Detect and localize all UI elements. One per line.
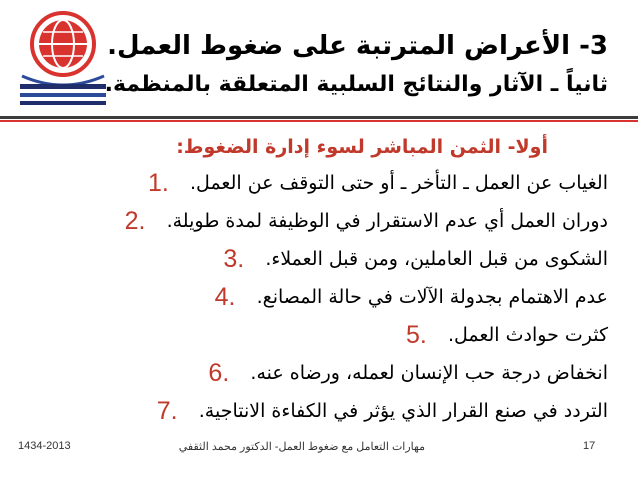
list-item <box>6 316 616 354</box>
section-heading: أولا- الثمن المباشر لسوء إدارة الضغوط: <box>176 136 548 158</box>
list-item-text: التردد في صنع القرار الذي يؤثر في الكفاءة الانتاجية. <box>198 400 608 422</box>
list-item-text: دوران العمل أي عدم الاستقرار في الوظيفة لمدة طويلة. <box>166 210 608 232</box>
list-item-number: 1. <box>148 168 169 197</box>
page-number: 17 <box>583 440 596 452</box>
list-item-text: كثرت حوادث العمل. <box>447 324 608 346</box>
list-item-text: عدم الاهتمام بجدولة الآلات في حالة المصانع. <box>256 286 608 308</box>
list-item-number: 4. <box>214 282 236 311</box>
slide-subtitle: ثانياً ـ الآثار والنتائج السلبية المتعلقة بالمنظمة. <box>104 72 608 97</box>
list-item-number: 6. <box>208 358 230 387</box>
header-divider-dark <box>0 116 638 119</box>
list-item <box>6 392 616 430</box>
footer-year: 1434-2013 <box>18 440 71 452</box>
list-item-text: انخفاض درجة حب الإنسان لعمله، ورضاه عنه. <box>250 362 608 384</box>
list-item <box>6 278 616 316</box>
list-item-number: 2. <box>124 206 146 235</box>
list-item-text: الغياب عن العمل ـ التأخر ـ أو حتى التوقف عن العمل. <box>190 172 608 194</box>
list-item <box>6 354 616 392</box>
list-item-number: 3. <box>223 244 245 273</box>
slide-header <box>104 28 608 102</box>
list-item <box>6 240 616 278</box>
footer-caption: مهارات التعامل مع ضغوط العمل- الدكتور محمد الثقفي <box>178 441 425 453</box>
list-item <box>6 202 616 240</box>
consequences-list <box>6 164 616 430</box>
list-item-text: الشكوى من قبل العاملين، ومن قبل العملاء. <box>265 248 608 270</box>
header-divider-red <box>0 120 638 122</box>
list-item <box>6 164 616 202</box>
slide-footer <box>0 436 638 458</box>
list-item-number: 5. <box>405 320 427 349</box>
slide-title: 3- الأعراض المترتبة على ضغوط العمل. <box>107 31 608 61</box>
list-item-number: 7. <box>156 396 178 425</box>
